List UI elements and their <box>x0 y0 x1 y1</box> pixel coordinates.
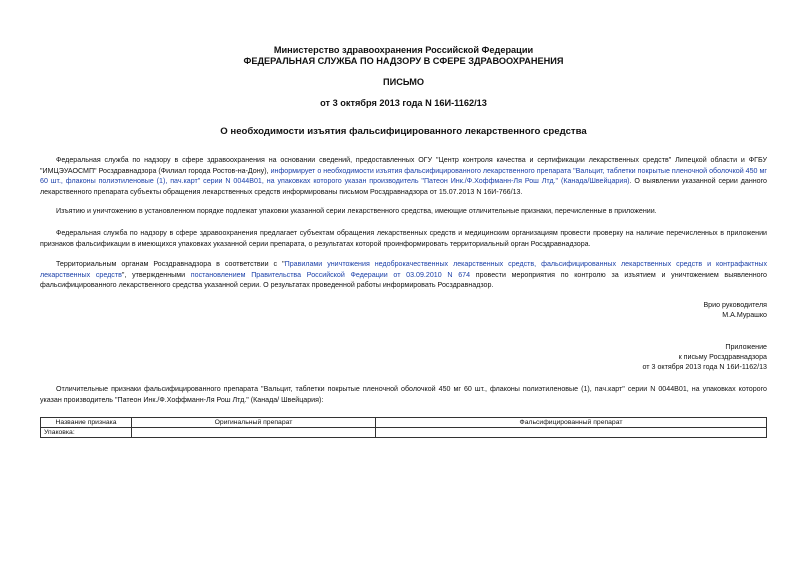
paragraph-2: Изъятию и уничтожению в установленном порядке подлежат упаковки указанной серии лекарственного средства, имеющие отличительные признаки, перечисленные в приложении. <box>56 207 657 215</box>
table-header-cell: Фальсифицированный препарат <box>376 418 767 428</box>
paragraph-4 <box>40 259 767 291</box>
table-cell <box>376 428 767 438</box>
paragraph-3: Федеральная служба по надзору в сфере здравоохранения предлагает субъектам обращения лекарственных средств и медицинским организациям провести проверку на наличие перечисленных в приложении признаков фальсификации в имеющихся упаковках указанной серии препарата, о результатах которой проинформировать территориальный орган Росздравнадзора. <box>40 229 767 248</box>
appendix-to: к письму Росздравнадзора <box>678 353 767 361</box>
doc-type: ПИСЬМО <box>382 77 425 87</box>
p4-text-c: ", утвержденными <box>121 270 191 279</box>
page-title: О необходимости изъятия фальсифицированного лекарственного средства <box>220 126 587 137</box>
ministry-name: Министерство здравоохранения Российской Федерации <box>273 45 534 55</box>
table-cell <box>132 428 376 438</box>
p4-text-e: провести мероприятия по контролю за изъятием и уничтожением выявленного фальсифицированного лекарственного средства указанной серии. О результатах проведенной работы информировать Росздравнадзор. <box>40 270 767 289</box>
table-header-cell: Название признака <box>41 418 132 428</box>
features-table <box>40 417 767 438</box>
appendix-date: от 3 октября 2013 года N 16И-1162/13 <box>642 363 767 371</box>
signature-role: Врио руководителя <box>703 301 767 309</box>
table-header-row <box>41 418 767 428</box>
table-cell: Упаковка: <box>41 428 132 438</box>
signature-name: М.А.Мурашко <box>722 311 767 319</box>
appendix-label: Приложение <box>725 343 767 351</box>
p1-text-a: Федеральная служба по надзору в сфере здравоохранения на основании сведений, предоставленных ОГУ "Центр контроля качества и сертификации лекарственных средств" Липецкой области и ФГБУ "ИМЦЭУАОСМП" Росздравнадзора (Филиал города Ростов-на-Дону), <box>40 156 767 175</box>
p4-text-a: Территориальным органам Росздравнадзора в соответствии с " <box>56 260 285 268</box>
signature-block <box>703 300 767 320</box>
service-name: ФЕДЕРАЛЬНАЯ СЛУЖБА ПО НАДЗОРУ В СФЕРЕ ЗДРАВООХРАНЕНИЯ <box>243 56 564 66</box>
paragraph-1 <box>40 155 767 197</box>
p1-text-c: . О выявлении указанной серии данного лекарственного препарата субъекты обращения лекарственных средств информированы письмом Росздравнадзора от 15.07.2013 N 16И-766/13. <box>40 177 767 196</box>
doc-date: от 3 октября 2013 года N 16И-1162/13 <box>320 98 487 108</box>
table-header-cell: Оригинальный препарат <box>132 418 376 428</box>
p1-link[interactable]: информирует о необходимости изъятия фальсифицированного лекарственного препарата "Вальцит, таблетки покрытые пленочной оболочкой 450 мг 60 шт., флаконы полиэтиленовые (1), пач.карт" серии N 0044B01, на упаковках которого указан производитель "Патеон Инк./Ф.Хоффманн-Ля Рош Лтд." (Канада/Швейцария) <box>40 166 767 185</box>
table-row <box>41 428 767 438</box>
rules-link[interactable]: Правилами уничтожения недоброкачественных лекарственных средств, фальсифицированных лекарственных средств и контрафактных лекарственных средств <box>40 260 768 279</box>
paragraph-5: Отличительные признаки фальсифицированного препарата "Вальцит, таблетки покрытые пленочной оболочкой 450 мг 60 шт., флаконы полиэтиленовые (1), пач.карт" серии N 0044B01, на упаковках которого указан производитель "Патеон Инк./Ф.Хоффманн-Ля Рош Лтд." (Канада/ Швейцария): <box>40 385 767 404</box>
decree-link[interactable]: постановлением Правительства Российской Федерации от 03.09.2010 N 674 <box>190 270 471 279</box>
appendix-block <box>643 342 767 372</box>
